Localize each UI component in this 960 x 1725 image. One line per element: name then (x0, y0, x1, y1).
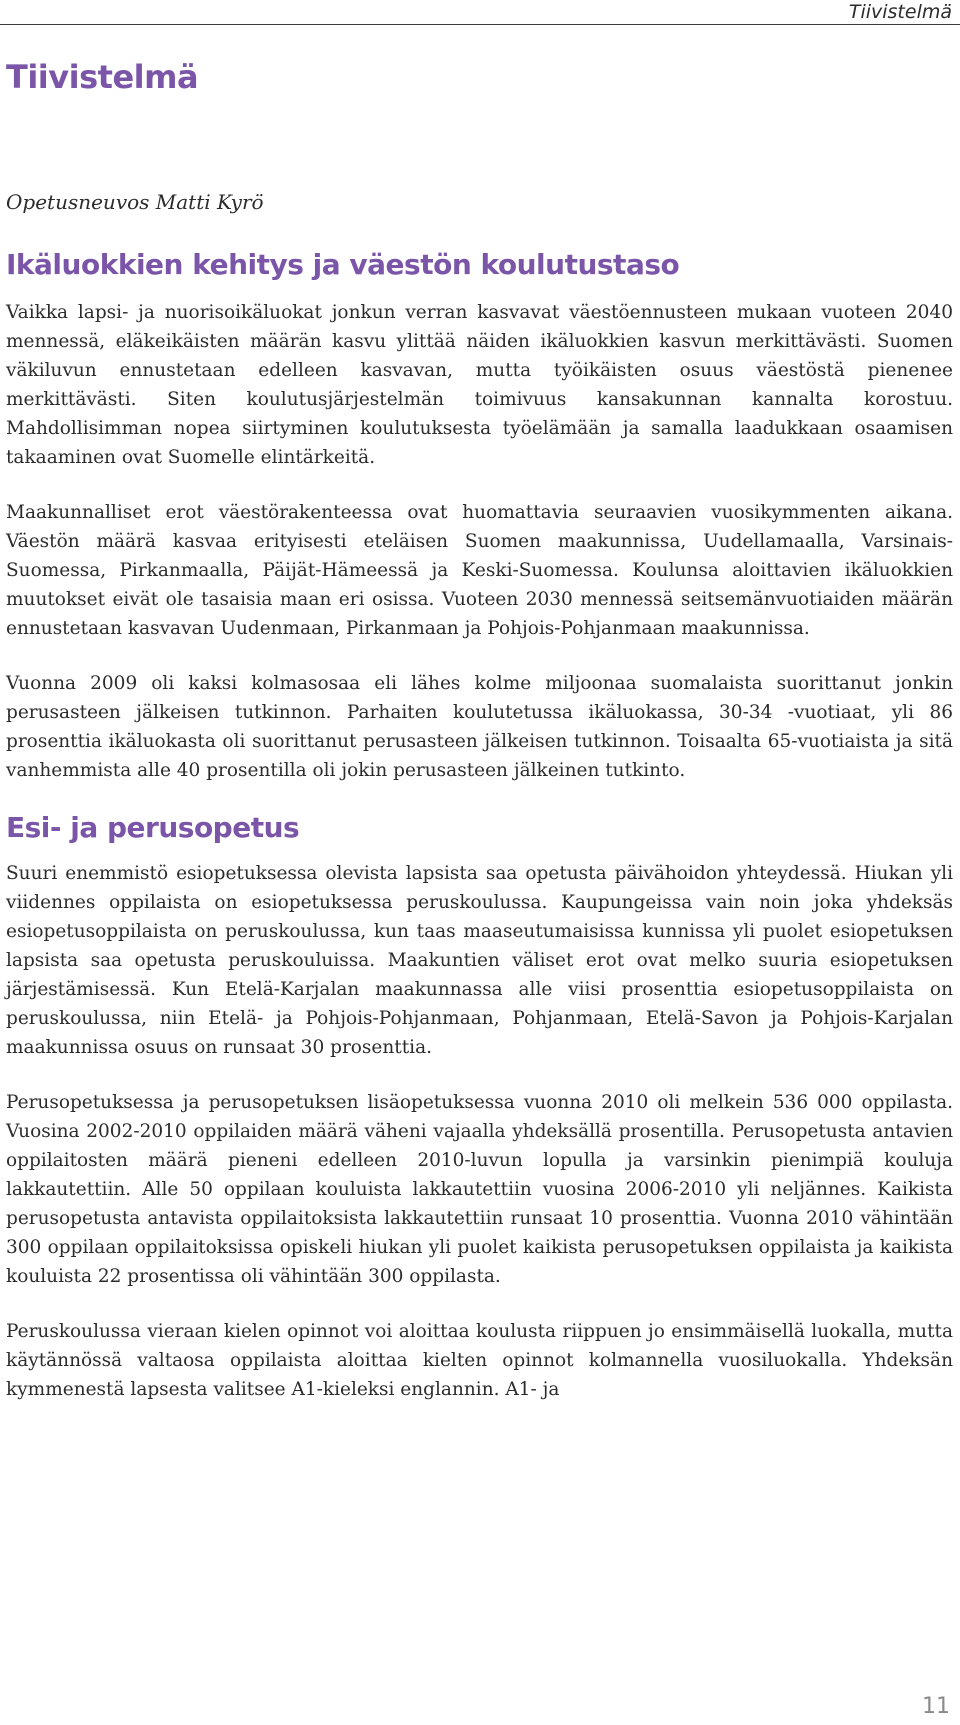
header-rule (0, 24, 960, 25)
paragraph: Peruskoulussa vieraan kielen opinnot voi aloittaa koulusta riippuen jo ensimmäisellä luokalla, mutta käytännössä valtaosa oppilaista aloittaa kielten opinnot kolmannella vuosiluokalla. Yhdeksän kymmenestä lapsesta valitsee A1-kieleksi englannin. A1- ja (6, 1321, 953, 1400)
page-number: 11 (922, 1694, 950, 1719)
paragraph: Maakunnalliset erot väestörakenteessa ovat huomattavia seuraavien vuosikymmenten aikana. Väestön määrä kasvaa erityisesti eteläisen Suomen maakunnissa, Uudellamaalla, Varsinais-Suomessa, Pirkanmaalla, Päijät-Hämeessä ja Keski-Suomessa. Koulunsa aloittavien ikäluokkien muutokset eivät ole tasaisia maan eri osissa. Vuoteen 2030 mennessä seitsemänvuotiaiden määrän ennustetaan kasvavan Uudenmaan, Pirkanmaan ja Pohjois-Pohjanmaan maakunnissa. (6, 502, 953, 639)
running-header-title: Tiivistelmä (848, 1, 952, 23)
paragraph: Suuri enemmistö esiopetuksessa olevista lapsista saa opetusta päivähoidon yhteydessä. Hiukan yli viidennes oppilaista on esiopetuksessa peruskoulussa. Kaupungeissa vain noin joka yhdeksäs esiopetusoppilaista on peruskoulussa, kun taas maaseutumaisissa kunnissa yli puolet esiopetuksen lapsista saa opetusta peruskouluissa. Maakuntien väliset erot ovat melko suuria esiopetuksen järjestämisessä. Kun Etelä-Karjalan maakunnassa alle viisi prosenttia esiopetusoppilaista on peruskoulussa, niin Etelä- ja Pohjois-Pohjanmaan, Pohjanmaan, Etelä-Savon ja Pohjois-Karjalan maakunnissa osuus on runsaat 30 prosenttia. (6, 863, 953, 1058)
page-title: Tiivistelmä (6, 58, 199, 96)
section-heading-age-groups: Ikäluokkien kehitys ja väestön koulutustaso (6, 248, 680, 281)
paragraph: Vaikka lapsi- ja nuorisoikäluokat jonkun verran kasvavat väestöennusteen mukaan vuoteen 2040 mennessä, eläkeikäisten määrän kasvu ylittää näiden ikäluokkien kasvun merkittävästi. Suomen väkiluvun ennustetaan edelleen kasvavan, mutta työikäisten osuus väestöstä pienenee merkittävästi. Siten koulutusjärjestelmän toimivuus kansakunnan kannalta korostuu. Mahdollisimman nopea siirtyminen koulutuksesta työelämään ja samalla laadukkaan osaamisen takaaminen ovat Suomelle elintärkeitä. (6, 302, 953, 468)
author-line: Opetusneuvos Matti Kyrö (6, 190, 264, 214)
section-heading-pre-and-basic-education: Esi- ja perusopetus (6, 811, 300, 844)
article-body (6, 248, 953, 1430)
paragraph: Perusopetuksessa ja perusopetuksen lisäopetuksessa vuonna 2010 oli melkein 536 000 oppilasta. Vuosina 2002-2010 oppilaiden määrä väheni vajaalla yhdeksällä prosentilla. Perusopetusta antavien oppilaitosten määrä pieneni edelleen 2010-luvun lopulla ja varsinkin pienimpiä kouluja lakkautettiin. Alle 50 oppilaan kouluista lakkautettiin vuosina 2006-2010 yli neljännes. Kaikista perusopetusta antavista oppilaitoksista lakkautettiin runsaat 10 prosenttia. Vuonna 2010 vähintään 300 oppilaan oppilaitoksissa opiskeli hiukan yli puolet kaikista perusopetuksen oppilaista ja kaikista kouluista 22 prosentissa oli vähintään 300 oppilasta. (6, 1092, 953, 1287)
paragraph: Vuonna 2009 oli kaksi kolmasosaa eli lähes kolme miljoonaa suomalaista suorittanut jonkin perusasteen jälkeisen tutkinnon. Parhaiten koulutetussa ikäluokassa, 30-34 -vuotiaat, yli 86 prosenttia ikäluokasta oli suorittanut perusasteen jälkeisen tutkinnon. Toisaalta 65-vuotiaista ja sitä vanhemmista alle 40 prosentilla oli jokin perusasteen jälkeinen tutkinto. (6, 673, 953, 781)
